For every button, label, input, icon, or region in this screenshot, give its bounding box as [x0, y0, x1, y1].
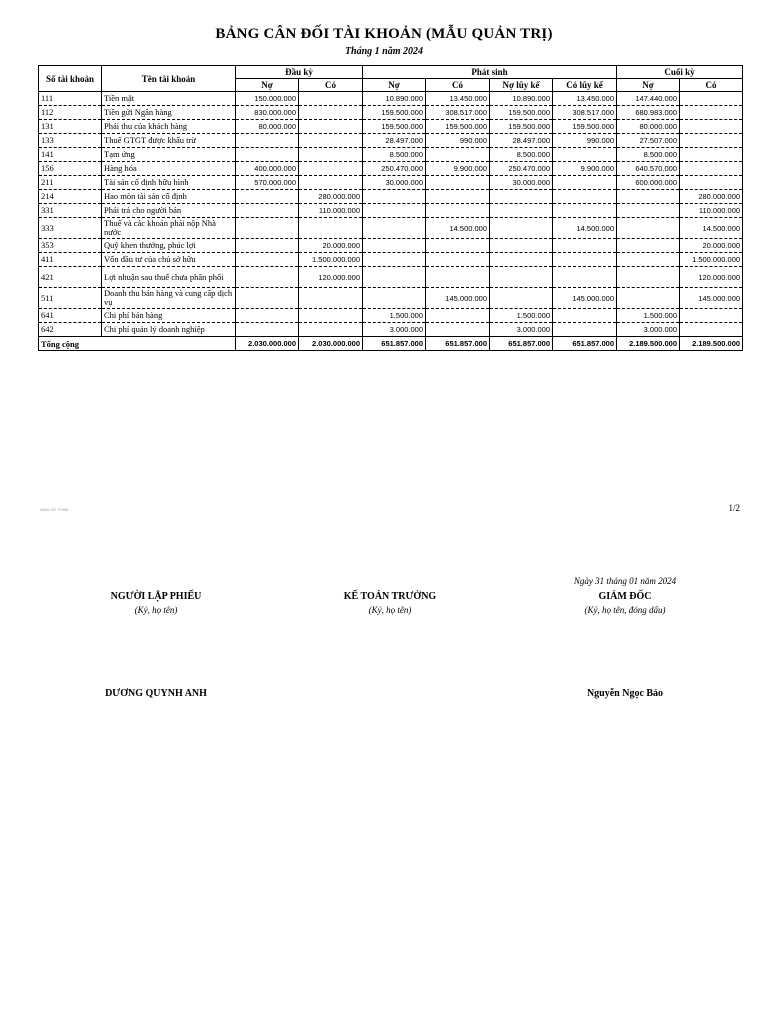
- table-row: [39, 309, 743, 323]
- amount-cell: [617, 190, 680, 204]
- amount-cell: [299, 176, 363, 190]
- amount-cell: [553, 204, 617, 218]
- amount-cell: [553, 323, 617, 337]
- director-name: Nguyễn Ngọc Bảo: [586, 688, 664, 699]
- amount-cell: [299, 134, 363, 148]
- amount-cell: [236, 134, 299, 148]
- amount-cell: [236, 253, 299, 267]
- amount-cell: 1.500.000: [617, 309, 680, 323]
- amount-cell: 3.000.000: [617, 323, 680, 337]
- account-code: 331: [39, 204, 102, 218]
- amount-cell: [299, 120, 363, 134]
- header-accumulated-credit: Có lũy kế: [553, 79, 617, 92]
- amount-cell: [553, 239, 617, 253]
- amount-cell: 159.500.000: [426, 120, 490, 134]
- account-code: 141: [39, 148, 102, 162]
- software-watermark: AMIS KẾ TOÁN: [40, 507, 69, 512]
- amount-cell: [363, 267, 426, 288]
- amount-cell: 159.500.000: [490, 106, 553, 120]
- director-role: GIÁM ĐỐC: [598, 591, 652, 602]
- amount-cell: [236, 267, 299, 288]
- amount-cell: 570.000.000: [236, 176, 299, 190]
- amount-cell: 1.500.000.000: [680, 253, 743, 267]
- amount-cell: [426, 309, 490, 323]
- amount-cell: 9.900.000: [426, 162, 490, 176]
- amount-cell: 8.500.000: [617, 148, 680, 162]
- chief-accountant-role: KẾ TOÁN TRƯỞNG: [343, 591, 437, 602]
- header-closing-credit: Có: [680, 79, 743, 92]
- header-account-name: Tên tài khoản: [102, 66, 236, 92]
- table-row: [39, 190, 743, 204]
- amount-cell: [426, 148, 490, 162]
- amount-cell: [426, 239, 490, 253]
- header-opening: Đầu kỳ: [236, 66, 363, 79]
- amount-cell: [490, 288, 553, 309]
- account-name: Tạm ứng: [102, 148, 236, 162]
- amount-cell: 28.497.000: [490, 134, 553, 148]
- amount-cell: [617, 267, 680, 288]
- table-row: [39, 106, 743, 120]
- amount-cell: 27.507.000: [617, 134, 680, 148]
- account-name: Hao mòn tài sản cố định: [102, 190, 236, 204]
- amount-cell: [490, 190, 553, 204]
- amount-cell: 159.500.000: [363, 106, 426, 120]
- document-title: BẢNG CÂN ĐỐI TÀI KHOẢN (MẪU QUẢN TRỊ): [215, 26, 553, 42]
- amount-cell: 600.000.000: [617, 176, 680, 190]
- amount-cell: 80.000.000: [236, 120, 299, 134]
- amount-cell: [617, 253, 680, 267]
- amount-cell: [617, 204, 680, 218]
- table-row: [39, 267, 743, 288]
- total-value: 2.189.500.000: [617, 337, 680, 351]
- total-value: 651.857.000: [363, 337, 426, 351]
- header-movement-credit: Có: [426, 79, 490, 92]
- amount-cell: 3.000.000: [490, 323, 553, 337]
- amount-cell: [617, 218, 680, 239]
- account-name: Phải trả cho người bán: [102, 204, 236, 218]
- amount-cell: 640.570.000: [617, 162, 680, 176]
- amount-cell: [236, 323, 299, 337]
- amount-cell: 14.500.000: [680, 218, 743, 239]
- table-row: [39, 253, 743, 267]
- amount-cell: 280.000.000: [680, 190, 743, 204]
- amount-cell: 1.500.000: [490, 309, 553, 323]
- amount-cell: 280.000.000: [299, 190, 363, 204]
- amount-cell: [617, 239, 680, 253]
- amount-cell: 159.500.000: [363, 120, 426, 134]
- header-accumulated-debit: Nợ lũy kế: [490, 79, 553, 92]
- amount-cell: [680, 323, 743, 337]
- header-movement: Phát sinh: [363, 66, 617, 79]
- trial-balance-table: [38, 65, 743, 351]
- account-code: 421: [39, 267, 102, 288]
- account-name: Vốn đầu tư của chủ sở hữu: [102, 253, 236, 267]
- table-row: [39, 176, 743, 190]
- account-name: Phải thu của khách hàng: [102, 120, 236, 134]
- amount-cell: 145.000.000: [680, 288, 743, 309]
- amount-cell: 13.450.000: [553, 92, 617, 106]
- chief-accountant-note: (Ký, họ tên): [368, 605, 412, 615]
- amount-cell: 20.000.000: [680, 239, 743, 253]
- amount-cell: [553, 309, 617, 323]
- amount-cell: 990.000: [553, 134, 617, 148]
- account-name: Thuế và các khoản phải nộp Nhà nước: [102, 218, 236, 239]
- amount-cell: [236, 190, 299, 204]
- table-row: [39, 162, 743, 176]
- amount-cell: 1.500.000.000: [299, 253, 363, 267]
- account-name: Chi phí quản lý doanh nghiệp: [102, 323, 236, 337]
- total-value: 2.189.500.000: [680, 337, 743, 351]
- amount-cell: [236, 288, 299, 309]
- amount-cell: 20.000.000: [299, 239, 363, 253]
- total-label: Tổng cộng: [39, 337, 236, 351]
- account-name: Lợi nhuận sau thuế chưa phân phối: [102, 267, 236, 288]
- amount-cell: [490, 253, 553, 267]
- amount-cell: [553, 253, 617, 267]
- amount-cell: [426, 253, 490, 267]
- amount-cell: [680, 134, 743, 148]
- amount-cell: [426, 176, 490, 190]
- account-code: 642: [39, 323, 102, 337]
- table-row: [39, 323, 743, 337]
- amount-cell: 150.000.000: [236, 92, 299, 106]
- preparer-note: (Ký, họ tên): [134, 605, 178, 615]
- account-code: 511: [39, 288, 102, 309]
- amount-cell: 250.470.000: [363, 162, 426, 176]
- amount-cell: [680, 120, 743, 134]
- amount-cell: [363, 253, 426, 267]
- amount-cell: [363, 239, 426, 253]
- amount-cell: [363, 204, 426, 218]
- amount-cell: [490, 267, 553, 288]
- amount-cell: [426, 204, 490, 218]
- amount-cell: 28.497.000: [363, 134, 426, 148]
- amount-cell: [363, 190, 426, 204]
- amount-cell: [299, 288, 363, 309]
- amount-cell: 30.000.000: [490, 176, 553, 190]
- total-value: 651.857.000: [553, 337, 617, 351]
- account-name: Tiền gửi Ngân hàng: [102, 106, 236, 120]
- account-code: 112: [39, 106, 102, 120]
- table-row: [39, 218, 743, 239]
- amount-cell: [553, 190, 617, 204]
- table-row: [39, 148, 743, 162]
- header-opening-debit: Nợ: [236, 79, 299, 92]
- amount-cell: 8.500.000: [363, 148, 426, 162]
- amount-cell: 110.000.000: [680, 204, 743, 218]
- preparer-role: NGƯỜI LẬP PHIẾU: [110, 591, 202, 602]
- signature-date: Ngày 31 tháng 01 năm 2024: [573, 576, 677, 586]
- amount-cell: [680, 162, 743, 176]
- amount-cell: 80.000.000: [617, 120, 680, 134]
- amount-cell: 120.000.000: [680, 267, 743, 288]
- account-code: 333: [39, 218, 102, 239]
- director-note: (Ký, họ tên, đóng dấu): [584, 605, 666, 615]
- amount-cell: [299, 162, 363, 176]
- account-name: Doanh thu bán hàng và cung cấp dịch vụ: [102, 288, 236, 309]
- account-name: Hàng hóa: [102, 162, 236, 176]
- amount-cell: 30.000.000: [363, 176, 426, 190]
- table-row: [39, 120, 743, 134]
- amount-cell: 3.000.000: [363, 323, 426, 337]
- amount-cell: [426, 323, 490, 337]
- amount-cell: [299, 309, 363, 323]
- account-name: Chi phí bán hàng: [102, 309, 236, 323]
- preparer-name: DƯƠNG QUYNH ANH: [105, 688, 207, 699]
- total-value: 2.030.000.000: [236, 337, 299, 351]
- amount-cell: 145.000.000: [426, 288, 490, 309]
- amount-cell: 159.500.000: [553, 120, 617, 134]
- total-value: 651.857.000: [426, 337, 490, 351]
- amount-cell: [299, 218, 363, 239]
- account-code: 131: [39, 120, 102, 134]
- amount-cell: 120.000.000: [299, 267, 363, 288]
- amount-cell: 308.517.000: [553, 106, 617, 120]
- account-code: 156: [39, 162, 102, 176]
- amount-cell: [490, 204, 553, 218]
- account-name: Thuế GTGT được khấu trừ: [102, 134, 236, 148]
- amount-cell: 830.000.000: [236, 106, 299, 120]
- account-name: Tiền mặt: [102, 92, 236, 106]
- table-row: [39, 92, 743, 106]
- amount-cell: 9.900.000: [553, 162, 617, 176]
- account-code: 211: [39, 176, 102, 190]
- page-number: 1/2: [728, 503, 740, 513]
- header-movement-debit: Nợ: [363, 79, 426, 92]
- amount-cell: [490, 218, 553, 239]
- document-period: Tháng 1 năm 2024: [344, 46, 424, 57]
- table-row: [39, 288, 743, 309]
- amount-cell: [490, 239, 553, 253]
- amount-cell: [680, 92, 743, 106]
- amount-cell: 14.500.000: [553, 218, 617, 239]
- preparer-block: [66, 591, 246, 615]
- amount-cell: 14.500.000: [426, 218, 490, 239]
- total-row: [39, 337, 743, 351]
- account-name: Quỹ khen thưởng, phúc lợi: [102, 239, 236, 253]
- amount-cell: [299, 92, 363, 106]
- amount-cell: [553, 267, 617, 288]
- table-row: [39, 239, 743, 253]
- amount-cell: [236, 309, 299, 323]
- amount-cell: 308.517.000: [426, 106, 490, 120]
- amount-cell: [680, 148, 743, 162]
- header-closing: Cuối kỳ: [617, 66, 743, 79]
- amount-cell: [426, 267, 490, 288]
- amount-cell: [299, 106, 363, 120]
- amount-cell: [426, 190, 490, 204]
- amount-cell: [236, 239, 299, 253]
- header-closing-debit: Nợ: [617, 79, 680, 92]
- director-block: [535, 591, 715, 615]
- amount-cell: [553, 176, 617, 190]
- account-name: Tài sản cố định hữu hình: [102, 176, 236, 190]
- amount-cell: 250.470.000: [490, 162, 553, 176]
- amount-cell: [680, 106, 743, 120]
- amount-cell: 147.440.000: [617, 92, 680, 106]
- account-code: 411: [39, 253, 102, 267]
- table-row: [39, 134, 743, 148]
- amount-cell: [617, 288, 680, 309]
- amount-cell: [299, 323, 363, 337]
- account-code: 641: [39, 309, 102, 323]
- amount-cell: 10.890.000: [490, 92, 553, 106]
- account-code: 133: [39, 134, 102, 148]
- chief-accountant-block: [300, 591, 480, 615]
- account-code: 214: [39, 190, 102, 204]
- total-value: 2.030.000.000: [299, 337, 363, 351]
- amount-cell: 8.500.000: [490, 148, 553, 162]
- amount-cell: [299, 148, 363, 162]
- header-opening-credit: Có: [299, 79, 363, 92]
- amount-cell: [363, 288, 426, 309]
- amount-cell: [236, 218, 299, 239]
- amount-cell: [236, 148, 299, 162]
- amount-cell: 110.000.000: [299, 204, 363, 218]
- amount-cell: 10.890.000: [363, 92, 426, 106]
- amount-cell: 159.500.000: [490, 120, 553, 134]
- amount-cell: [363, 218, 426, 239]
- amount-cell: [680, 176, 743, 190]
- amount-cell: 13.450.000: [426, 92, 490, 106]
- table-body: [39, 92, 743, 337]
- account-code: 353: [39, 239, 102, 253]
- amount-cell: 990.000: [426, 134, 490, 148]
- header-account-no: Số tài khoản: [39, 66, 102, 92]
- total-value: 651.857.000: [490, 337, 553, 351]
- amount-cell: 400.000.000: [236, 162, 299, 176]
- table-row: [39, 204, 743, 218]
- amount-cell: 145.000.000: [553, 288, 617, 309]
- amount-cell: 1.500.000: [363, 309, 426, 323]
- amount-cell: [553, 148, 617, 162]
- amount-cell: [680, 309, 743, 323]
- account-code: 111: [39, 92, 102, 106]
- amount-cell: [236, 204, 299, 218]
- amount-cell: 680.983.000: [617, 106, 680, 120]
